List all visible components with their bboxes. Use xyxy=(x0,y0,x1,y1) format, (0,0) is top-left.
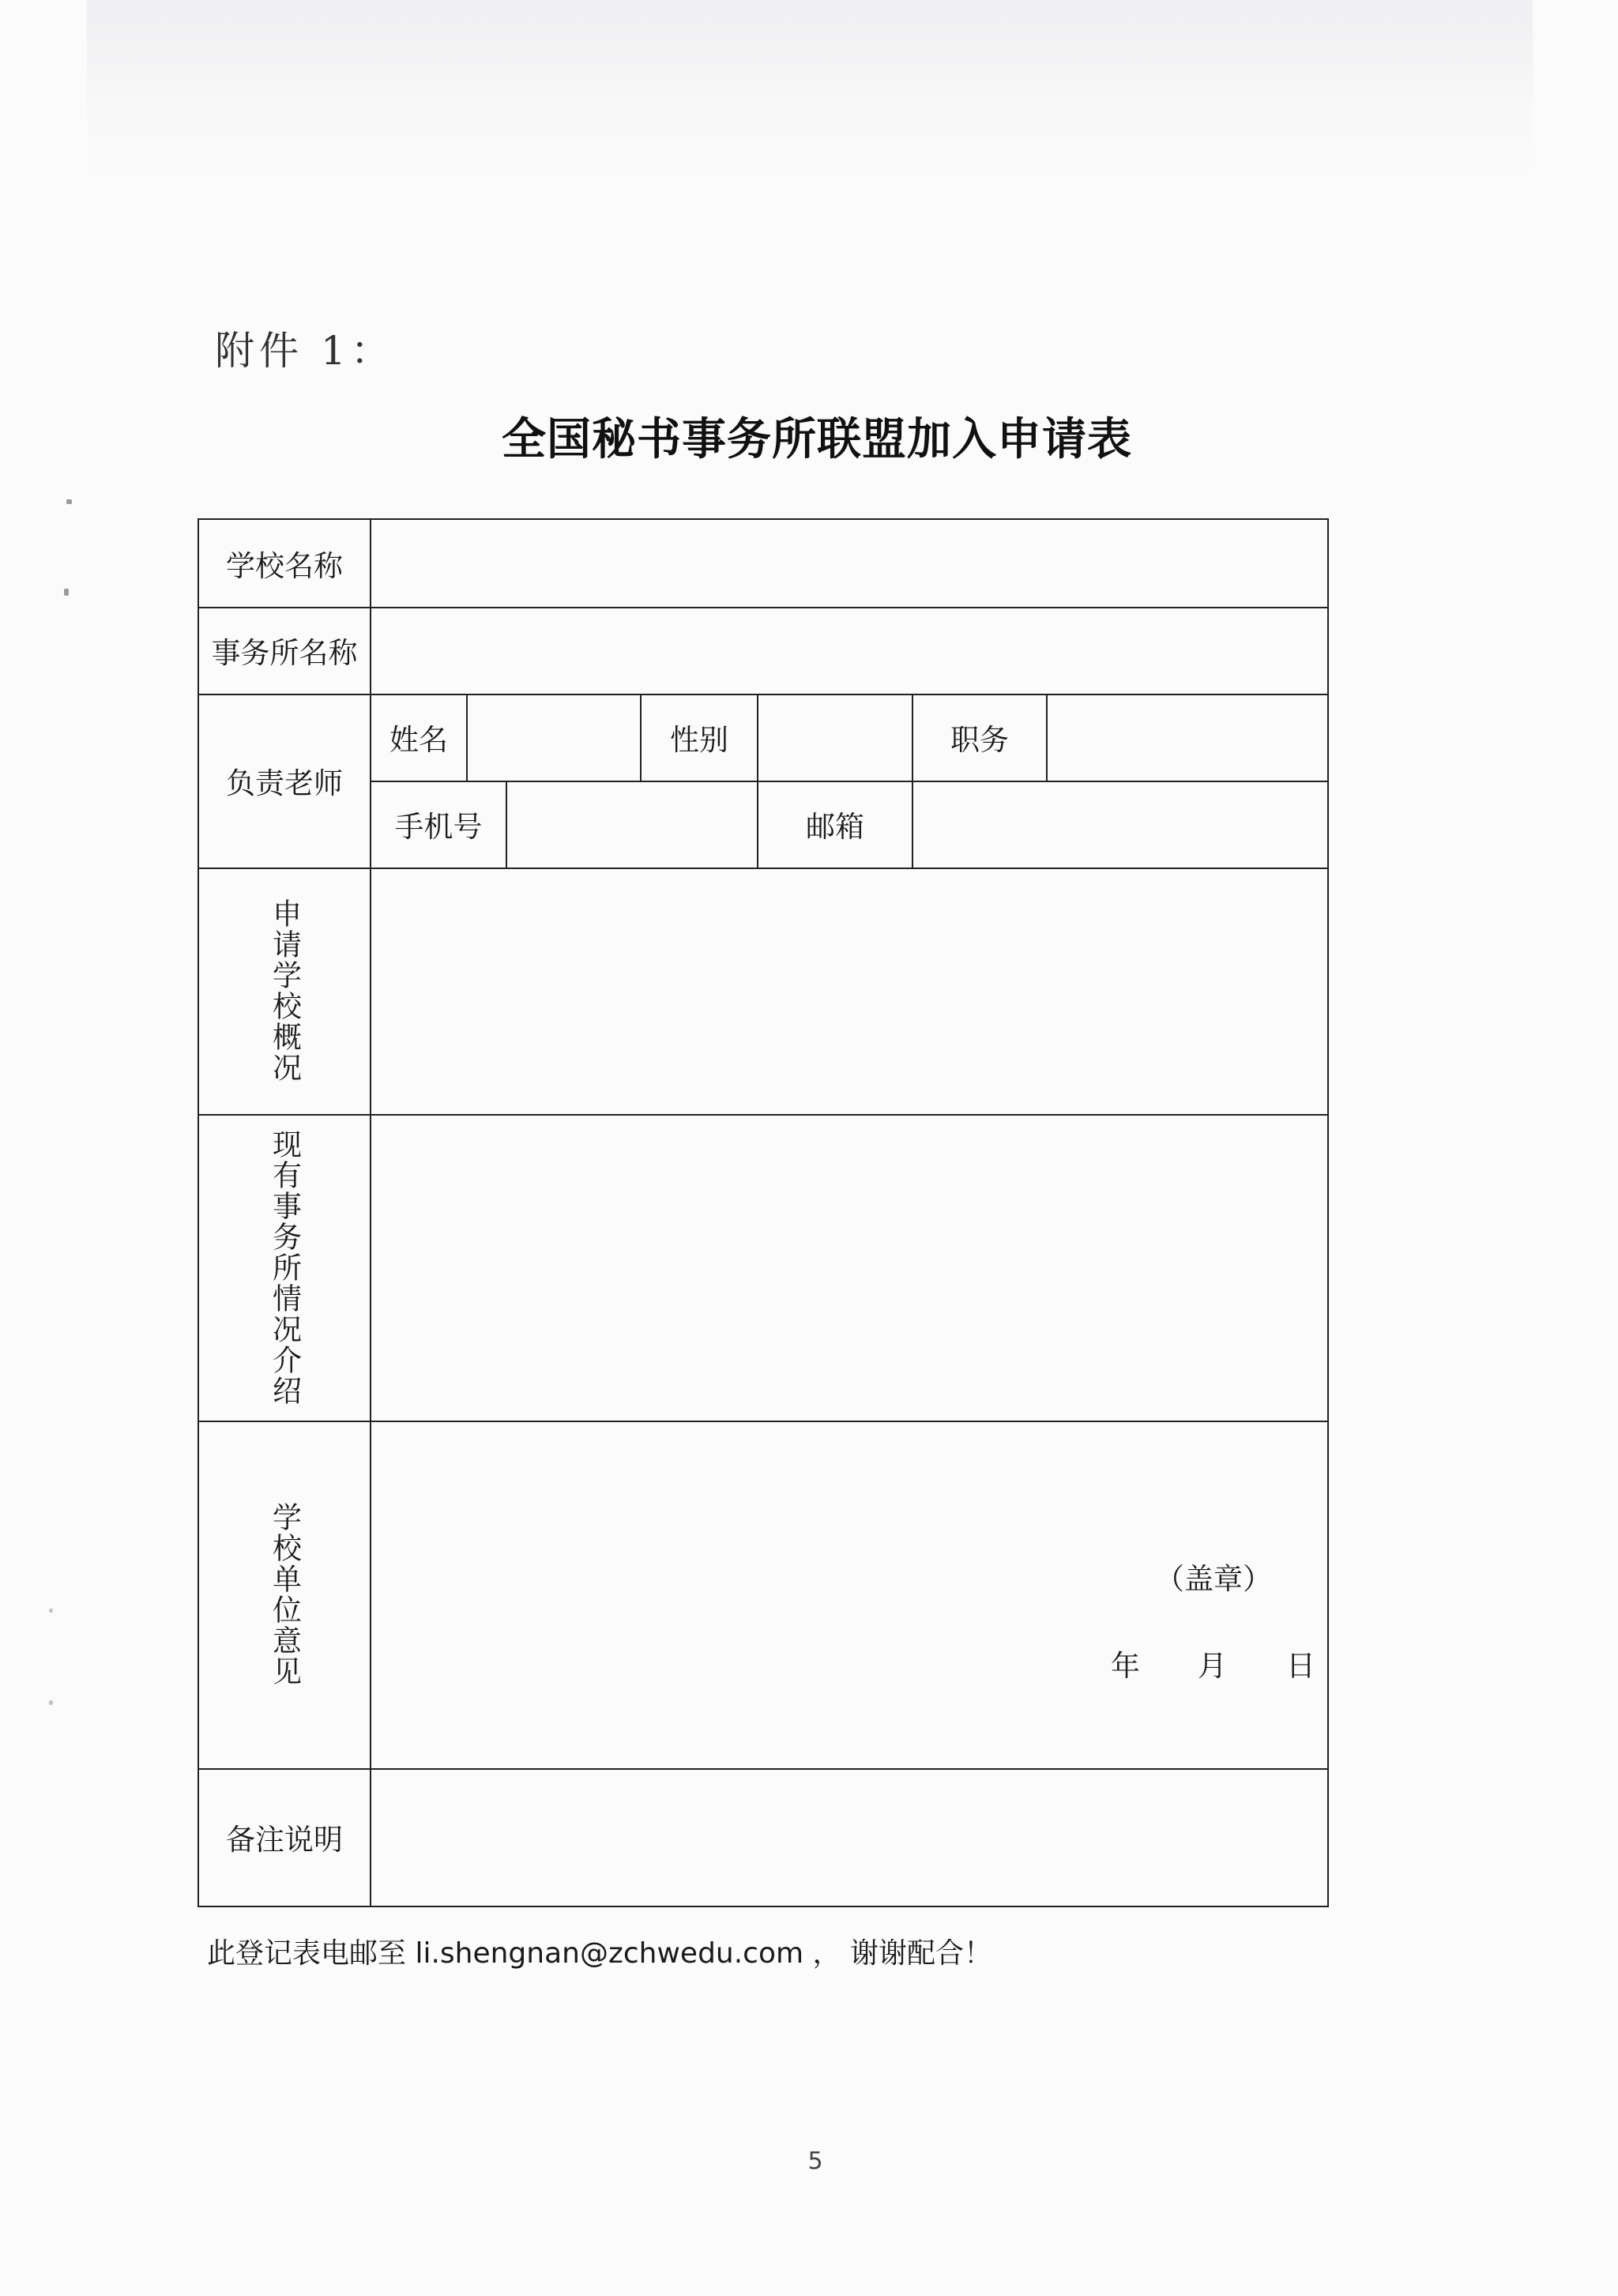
school-overview-label: 申请学校概况 xyxy=(267,898,302,1083)
teacher-email-field[interactable] xyxy=(913,781,1327,868)
office-intro-field[interactable] xyxy=(371,1114,1327,1421)
teacher-gender-label: 性别 xyxy=(670,723,728,757)
scan-speck xyxy=(49,1609,53,1613)
date-month-label: 月 xyxy=(1198,1649,1227,1683)
office-name-field[interactable] xyxy=(371,607,1327,694)
school-opinion-label: 学校单位意见 xyxy=(267,1502,302,1687)
attachment-label: 附件 1： xyxy=(215,328,395,374)
teacher-gender-field[interactable] xyxy=(758,694,912,781)
teacher-name-label: 姓名 xyxy=(389,723,448,757)
date-day-label: 日 xyxy=(1286,1649,1315,1683)
scan-speck xyxy=(49,1700,53,1705)
seal-label: （盖章） xyxy=(1155,1562,1272,1596)
scan-speck xyxy=(64,589,69,596)
teacher-phone-label: 手机号 xyxy=(394,810,483,844)
teacher-name-field[interactable] xyxy=(468,694,640,781)
teacher-label: 负责老师 xyxy=(226,766,343,800)
office-name-label: 事务所名称 xyxy=(211,636,358,670)
document-title: 全国秘书事务所联盟加入申请表 xyxy=(502,414,1132,465)
application-form-table xyxy=(198,518,1329,1907)
remarks-label: 备注说明 xyxy=(226,1823,343,1857)
scan-shading xyxy=(87,0,1533,182)
footer-email-note: 此登记表电邮至 li.shengnan@zchwedu.com ， 谢谢配合！ xyxy=(207,1937,992,1970)
school-name-label: 学校名称 xyxy=(226,549,343,583)
office-intro-label: 现有事务所情况介绍 xyxy=(267,1128,302,1406)
date-year-label: 年 xyxy=(1111,1649,1140,1683)
teacher-phone-field[interactable] xyxy=(507,781,757,868)
school-name-field[interactable] xyxy=(371,520,1327,607)
teacher-email-label: 邮箱 xyxy=(806,810,864,844)
school-overview-field[interactable] xyxy=(371,868,1327,1114)
teacher-position-label: 职务 xyxy=(950,723,1009,757)
teacher-position-field[interactable] xyxy=(1048,694,1327,781)
scan-speck xyxy=(66,499,72,504)
remarks-field[interactable] xyxy=(371,1768,1327,1906)
page-number: 5 xyxy=(807,2147,823,2175)
